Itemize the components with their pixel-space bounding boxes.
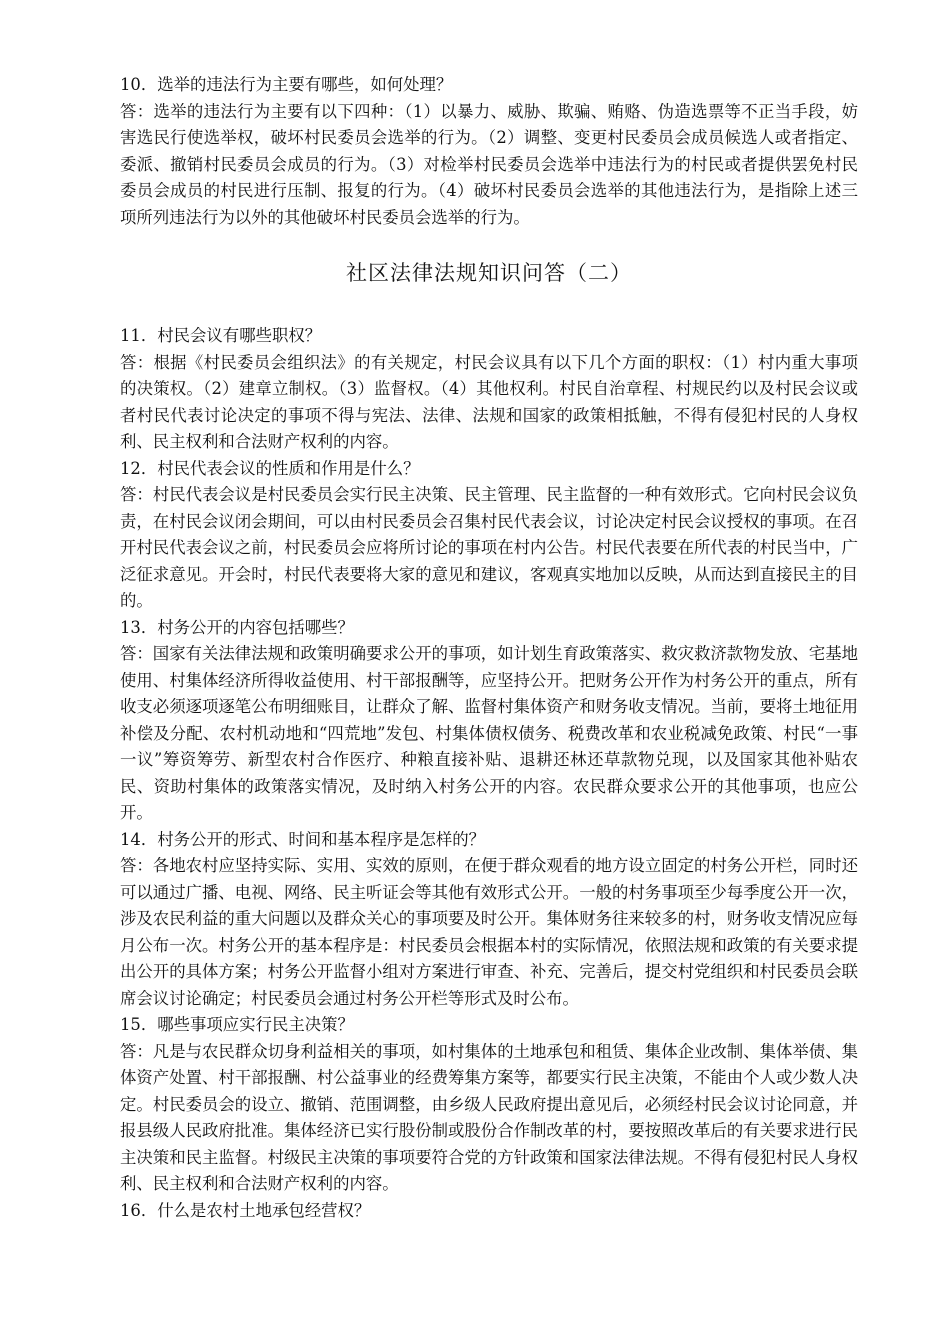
question-13: 13．村务公开的内容包括哪些？ — [120, 617, 354, 637]
answer-11: 答：根据《村民委员会组织法》的有关规定，村民会议具有以下几个方面的职权：（1）村内重大事项的决策权。（2）建章立制权。（3）监督权。（4）其他权利。村民自治章程、村规民约以及村民会议或者村民代表讨论决定的事项不得与宪法、法律、法规和国家的政策相抵触，不得有侵犯村民的人身权利、民主权利和合法财产权利的内容。 — [120, 352, 858, 451]
question-15: 15．哪些事项应实行民主决策？ — [120, 1015, 354, 1034]
answer-14: 答：各地农村应坚持实际、实用、实效的原则，在便于群众观看的地方设立固定的村务公开栏，同时还可以通过广播、电视、网络、民主听证会等其他有效形式公开。一般的村务事项至少每季度公开一次，涉及农民利益的重大问题以及群众关心的事项要及时公开。集体财务往来较多的村，财务收支情况应每月公布一次。村务公开的基本程序是：村民委员会根据本村的实际情况，依照法规和政策的有关要求提出公开的具体方案；村务公开监督小组对方案进行审查、补充、完善后，提交村党组织和村民委员会联席会议讨论确定；村民委员会通过村务公开栏等形式及时公布。 — [120, 856, 858, 1008]
answer-13: 答：国家有关法律法规和政策明确要求公开的事项，如计划生育政策落实、救灾救济款物发放、宅基地使用、村集体经济所得收益使用、村干部报酬等，应坚持公开。把财务公开作为村务公开的重点，所有收支必须逐项逐笔公布明细账目，让群众了解、监督村集体资产和财务收支情况。当前，要将土地征用补偿及分配、农村机动地和“四荒地”发包、村集体债权债务、税费改革和农业税减免政策、村民“一事一议”筹资筹劳、新型农村合作医疗、种粮直接补贴、退耕还林还草款物兑现，以及国家其他补贴农民、资助村集体的政策落实情况，及时纳入村务公开的内容。农民群众要求公开的其他事项，也应公开。 — [120, 644, 858, 822]
document-page — [120, 72, 858, 1224]
answer-15: 答：凡是与农民群众切身利益相关的事项，如村集体的土地承包和租赁、集体企业改制、集体举债、集体资产处置、村干部报酬、村公益事业的经费筹集方案等，都要实行民主决策，不能由个人或少数人决定。村民委员会的设立、撤销、范围调整，由乡级人民政府提出意见后，必须经村民会议讨论同意，并报县级人民政府批准。集体经济已实行股份制或股份合作制改革的村，要按照改革后的有关要求进行民主决策和民主监督。村级民主决策的事项要符合党的方针政策和国家法律法规。不得有侵犯村民人身权利、民主权利和合法财产权利的内容。 — [120, 1041, 858, 1193]
answer-10: 答：选举的违法行为主要有以下四种：（1）以暴力、威胁、欺骗、贿赂、伪造选票等不正当手段，妨害选民行使选举权，破坏村民委员会选举的行为。（2）调整、变更村民委员会成员候选人或者指定、委派、撤销村民委员会成员的行为。（3）对检举村民委员会选举中违法行为的村民或者提供罢免村民委员会成员的村民进行压制、报复的行为。（4）破坏村民委员会选举的其他违法行为，是指除上述三项所列违法行为以外的其他破坏村民委员会选举的行为。 — [120, 101, 858, 227]
question-12: 12．村民代表会议的性质和作用是什么？ — [120, 458, 420, 478]
answer-12: 答：村民代表会议是村民委员会实行民主决策、民主管理、民主监督的一种有效形式。它向村民会议负责，在村民会议闭会期间，可以由村民委员会召集村民代表会议，讨论决定村民会议授权的事项。在召开村民代表会议之前，村民委员会应将所讨论的事项在村内公告。村民代表要在所代表的村民当中，广泛征求意见。开会时，村民代表要将大家的意见和建议，客观真实地加以反映，从而达到直接民主的目的。 — [120, 485, 858, 610]
section-title: 社区法律法规知识问答（二） — [346, 261, 632, 285]
question-11: 11．村民会议有哪些职权？ — [120, 326, 322, 345]
question-16: 16．什么是农村土地承包经营权？ — [120, 1200, 371, 1220]
question-10: 10．选举的违法行为主要有哪些，如何处理？ — [120, 75, 453, 94]
question-14: 14．村务公开的形式、时间和基本程序是怎样的？ — [120, 829, 486, 849]
